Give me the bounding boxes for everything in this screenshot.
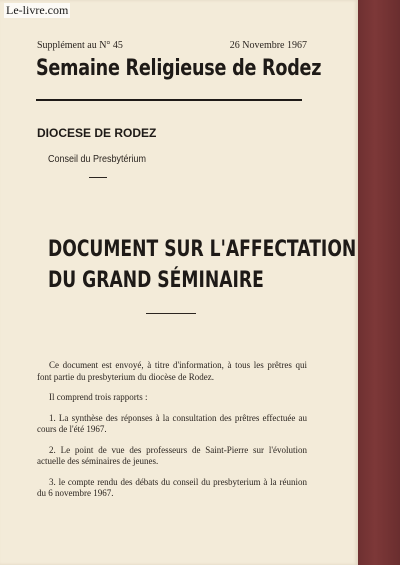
intro-paragraph: Ce document est envoyé, à titre d'information, à tous les prêtres qui font partie du presbyterium du diocèse de Rodez.	[37, 360, 307, 382]
cover-spine	[358, 0, 400, 565]
council-subheading: Conseil du Presbytérium	[48, 154, 147, 165]
lead-paragraph: Il comprend trois rapports :	[49, 392, 148, 402]
header-line	[37, 40, 307, 51]
journal-title: Semaine Religieuse de Rodez	[36, 56, 322, 81]
short-divider	[89, 177, 107, 178]
list-item: 2. Le point de vue des professeurs de Saint-Pierre sur l'évolution actuelle des séminaires de jeunes.	[37, 444, 307, 466]
document-title	[48, 234, 357, 296]
body-text	[37, 360, 307, 509]
watermark: Le-livre.com	[6, 3, 69, 17]
issue-date: 26 Novembre 1967	[229, 40, 307, 51]
list-item: 3. le compte rendu des débats du conseil du presbyterium à la réunion du 6 novembre 1967.	[37, 476, 307, 498]
supplement-number: Supplément au N° 45	[37, 40, 123, 51]
diocese-heading: DIOCESE DE RODEZ	[37, 126, 157, 140]
list-item: 1. La synthèse des réponses à la consultation des prêtres effectuée au cours de l'été 1967.	[37, 412, 307, 434]
title-line-2: DU GRAND SÉMINAIRE	[48, 268, 264, 293]
title-line-1: DOCUMENT SUR L'AFFECTATION	[48, 237, 357, 262]
header-rule	[36, 99, 302, 101]
title-divider	[146, 313, 196, 314]
